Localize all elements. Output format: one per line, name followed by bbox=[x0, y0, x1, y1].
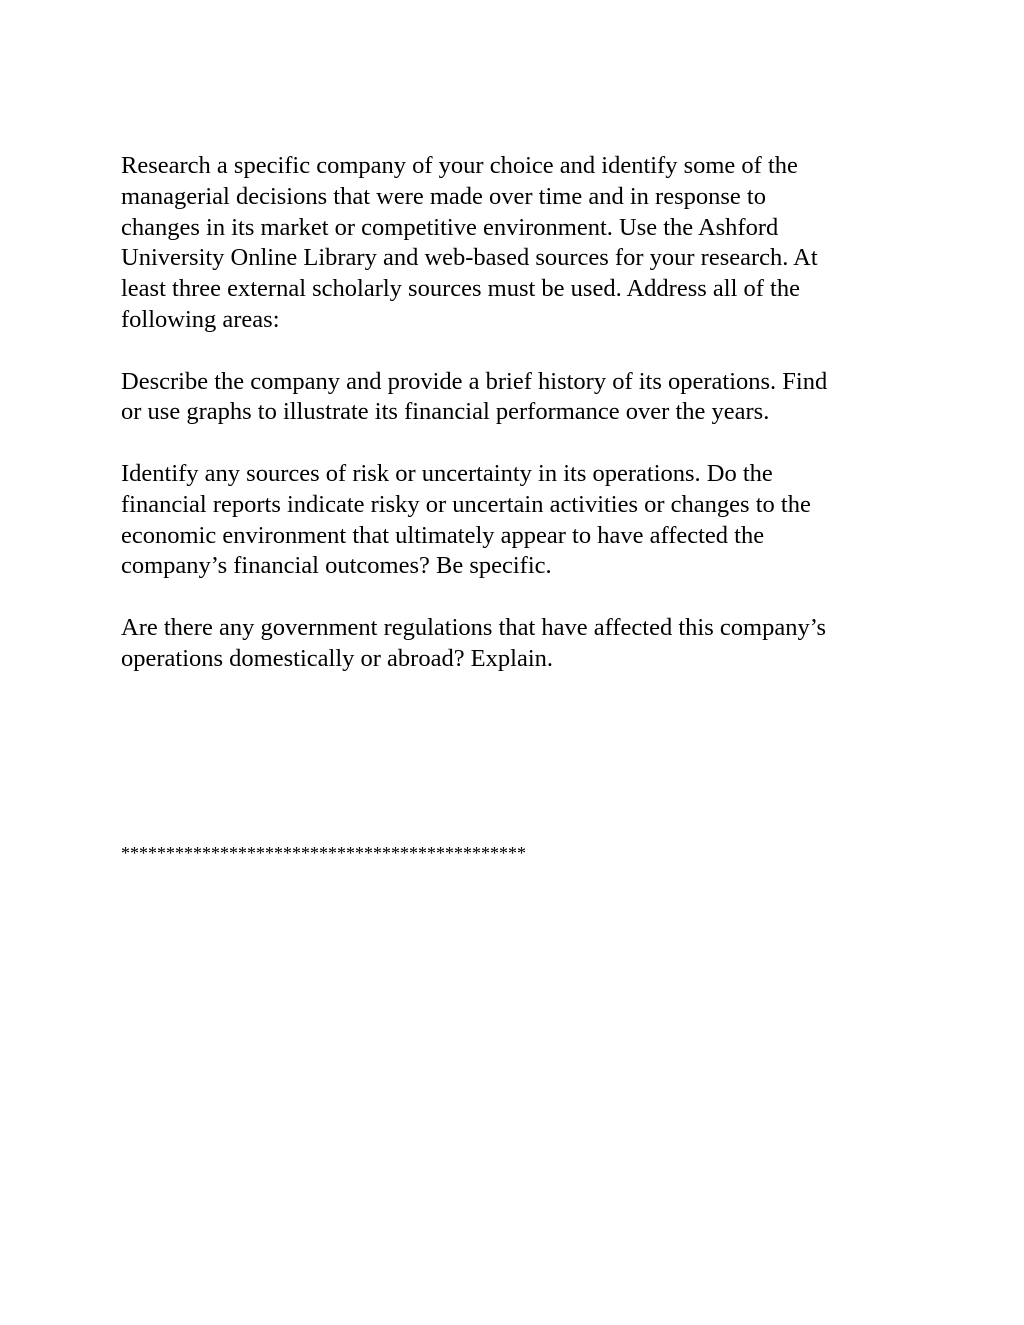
paragraph-line: least three external scholarly sources must be used. Address all of the bbox=[121, 275, 800, 303]
paragraph-line: Are there any government regulations that have affected this company’s bbox=[121, 613, 827, 641]
paragraph-line: financial reports indicate risky or uncertain activities or changes to the bbox=[121, 490, 811, 518]
document-body bbox=[121, 151, 911, 705]
intro-paragraph bbox=[121, 151, 911, 336]
asterisk-separator: ********************************************* bbox=[121, 843, 526, 863]
paragraph-line: Research a specific company of your choice and identify some of the bbox=[121, 152, 798, 179]
regulations-paragraph bbox=[121, 613, 911, 675]
paragraph-line: Describe the company and provide a brief history of its operations. Find bbox=[121, 367, 828, 395]
paragraph-line: company’s financial outcomes? Be specific. bbox=[121, 552, 552, 580]
paragraph-line: University Online Library and web-based sources for your research. At bbox=[121, 244, 818, 272]
paragraph-line: following areas: bbox=[121, 305, 280, 333]
risk-paragraph bbox=[121, 459, 911, 582]
paragraph-line: or use graphs to illustrate its financial performance over the years. bbox=[121, 398, 770, 426]
paragraph-line: managerial decisions that were made over time and in response to bbox=[121, 182, 766, 210]
paragraph-line: Identify any sources of risk or uncertainty in its operations. Do the bbox=[121, 459, 773, 487]
paragraph-line: changes in its market or competitive environment. Use the Ashford bbox=[121, 213, 779, 241]
paragraph-line: economic environment that ultimately appear to have affected the bbox=[121, 521, 765, 549]
company-history-paragraph bbox=[121, 367, 911, 429]
paragraph-line: operations domestically or abroad? Explain. bbox=[121, 644, 554, 672]
